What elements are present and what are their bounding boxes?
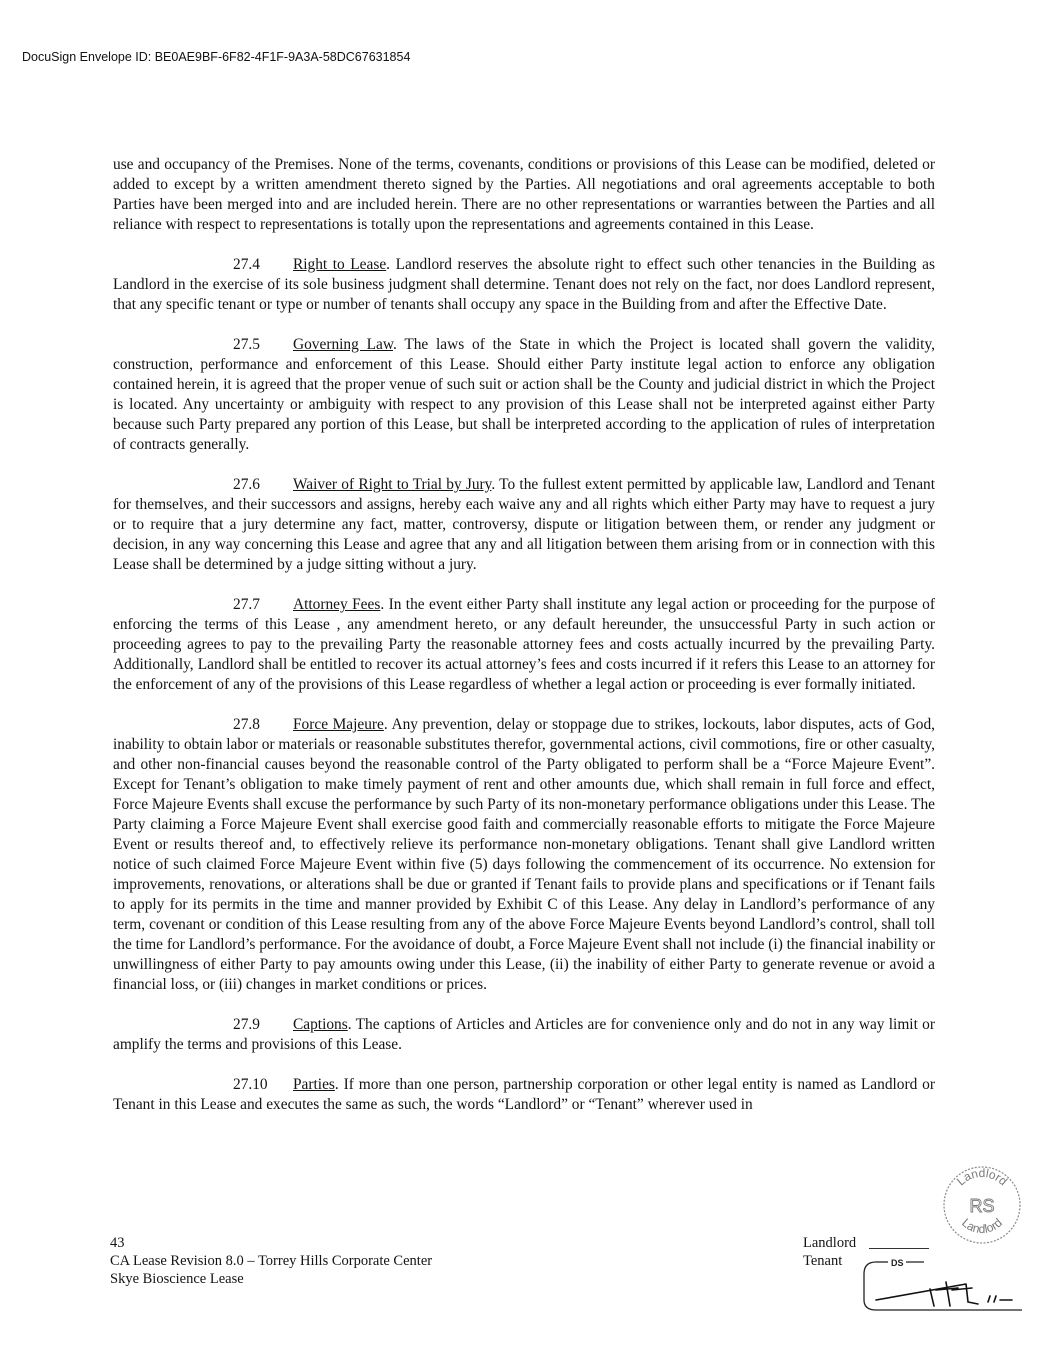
tenant-label: Tenant: [803, 1253, 843, 1269]
stamp-initials: RS: [969, 1196, 995, 1216]
section-number: 27.9: [233, 1016, 260, 1033]
stamp-top-text: Landlord: [953, 1165, 1011, 1189]
section-title: Force Majeure: [293, 716, 384, 733]
section-27-10: [113, 1075, 935, 1115]
section-title: Captions: [293, 1016, 348, 1033]
docusign-envelope-id: DocuSign Envelope ID: BE0AE9BF-6F82-4F1F-9A3A-58DC67631854: [22, 50, 411, 64]
tenant-initials-signature: [876, 1282, 1012, 1306]
section-number: 27.10: [233, 1076, 268, 1093]
section-number: 27.7: [233, 596, 260, 613]
section-text: . To the fullest extent permitted by applicable law, Landlord and Tenant for themselves, and their successors and assigns, hereby each waive any and all rights which either Party may have to request a jury or to require that a jury determine any fact, matter, controversy, dispute or litigation between them, or render any judgment or decision, in any way concerning this Lease and agree that any and all litigation between them arising from or in connection with this Lease shall be determined by a judge sitting without a jury.: [113, 476, 936, 573]
ds-label: DS: [891, 1258, 904, 1268]
section-title: Right to Lease: [293, 256, 387, 273]
lease-body: [113, 155, 935, 1135]
section-text: . The laws of the State in which the Project is located shall govern the validity, construction, performance and enforcement of this Lease. Should either Party institute legal action to enforce any obligation contained herein, it is agreed that the proper venue of such suit or action shall be the County and judicial district in which the Project is located. Any uncertainty or ambiguity with respect to any provision of this Lease shall not be interpreted against either Party because such Party prepared any portion of this Lease, but shall be interpreted according to the application of rules of interpretation of contracts generally.: [113, 336, 935, 453]
landlord-initials-stamp: [940, 1163, 1024, 1247]
section-number: 27.5: [233, 336, 260, 353]
stamp-bottom-text: Landlord: [959, 1215, 1005, 1237]
section-title: Governing Law: [293, 336, 393, 353]
section-text: . Any prevention, delay or stoppage due to strikes, lockouts, labor disputes, acts of God, inability to obtain labor or materials or reasonable substitutes therefor, governmental actions, civil commotions, fire or other casualty, and other non-financial causes beyond the reasonable control of the Party obligated to perform shall be a “Force Majeure Event”. Except for Tenant’s obligation to make timely payment of rent and other amounts due, which shall remain in full force and effect, Force Majeure Events shall excuse the performance by such Party of its non-monetary performance obligations under this Lease. The Party claiming a Force Majeure Event shall exercise good faith and commercially reasonable efforts to mitigate the Force Majeure Event or results thereof and, to effectively relieve its performance non-monetary obligations. Tenant shall give Landlord written notice of such claimed Force Majeure Event within five (5) days following the commencement of its occurrence. No extension for improvements, renovations, or alterations shall be due or granted if Tenant fails to provide plans and specifications or if Tenant fails to apply for its permits in the time and manner provided by Exhibit C of this Lease. Any delay in Landlord’s performance of any term, covenant or condition of this Lease resulting from any of the above Force Majeure Events beyond Landlord’s control, shall toll the time for Landlord’s performance. For the avoidance of doubt, a Force Majeure Event shall not include (i) the financial inability or unwillingness of either Party to pay amounts owing under this Lease, (ii) the inability of either Party to generate revenue or avoid a financial loss, or (iii) changes in market conditions or prices.: [113, 716, 936, 993]
section-title: Attorney Fees: [293, 596, 381, 613]
section-title: Waiver of Right to Trial by Jury: [293, 476, 492, 493]
section-text: . The captions of Articles and Articles are for convenience only and do not in any way limit or amplify the terms and provisions of this Lease.: [113, 1016, 935, 1053]
section-text: . If more than one person, partnership corporation or other legal entity is named as Landlord or Tenant in this Lease and executes the same as such, the words “Landlord” or “Tenant” wherever used in: [113, 1076, 935, 1113]
lease-name: Skye Bioscience Lease: [110, 1271, 244, 1287]
section-27-4: [113, 255, 935, 315]
initials-block: [803, 1234, 856, 1270]
docusign-initials-box: [862, 1256, 1030, 1312]
section-27-8: [113, 715, 935, 995]
section-27-7: [113, 595, 935, 695]
section-27-6: [113, 475, 935, 575]
landlord-initial-row: [803, 1234, 856, 1252]
page-number: 43: [110, 1235, 125, 1251]
landlord-label: Landlord: [803, 1235, 857, 1251]
ds-bracket: [864, 1262, 1022, 1310]
tenant-initial-row: [803, 1252, 856, 1270]
section-27-9: [113, 1015, 935, 1055]
section-27-5: [113, 335, 935, 455]
section-number: 27.4: [233, 256, 260, 273]
section-text: . In the event either Party shall institute any legal action or proceeding for the purpose of enforcing the terms of this Lease , any amendment hereto, or any default hereunder, the unsuccessful Party in such action or proceeding agrees to pay to the prevailing Party the reasonable attorney fees and costs actually incurred by the prevailing Party. Additionally, Landlord shall be entitled to recover its actual attorney’s fees and costs incurred if it refers this Lease to an attorney for the enforcement of any of the provisions of this Lease regardless of whether a legal action or proceeding is ever formally initiated.: [113, 596, 935, 693]
footer-left: [110, 1234, 432, 1288]
revision-line: CA Lease Revision 8.0 – Torrey Hills Corporate Center: [110, 1253, 433, 1269]
section-title: Parties: [293, 1076, 335, 1093]
landlord-initial-line: [869, 1248, 929, 1249]
section-text: . Landlord reserves the absolute right to effect such other tenancies in the Building as Landlord in the exercise of its sole business judgment shall determine. Tenant does not rely on the fact, nor does Landlord represent, that any specific tenant or type or number of tenants shall occupy any space in the Building from and after the Effective Date.: [113, 256, 935, 313]
section-number: 27.8: [233, 716, 260, 733]
opening-paragraph: use and occupancy of the Premises. None of the terms, covenants, conditions or provisions of this Lease can be modified, deleted or added to except by a written amendment thereto signed by the Parties. All negotiations and oral agreements acceptable to both Parties have been merged into and are included herein. There are no other representations or warranties between the Parties and all reliance with respect to representations is totally upon the representations and agreements contained in this Lease.: [113, 156, 935, 233]
section-number: 27.6: [233, 476, 260, 493]
